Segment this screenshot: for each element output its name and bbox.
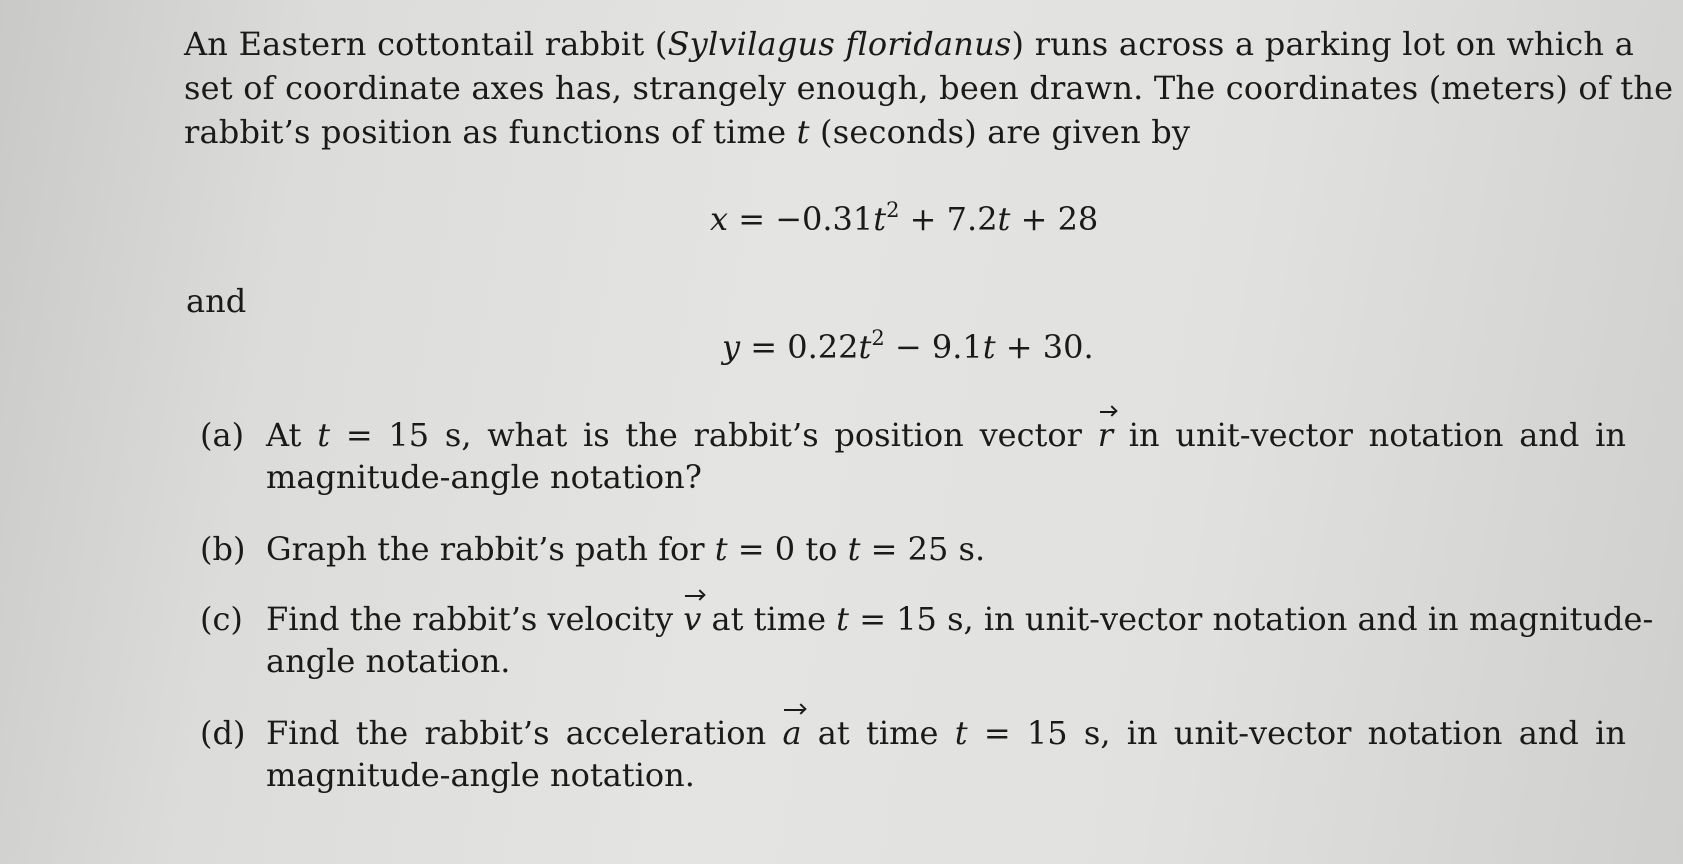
eq-exponent: 2	[871, 326, 885, 350]
intro-line-2: set of coordinate axes has, strangely enough, been drawn. The coordinates (meters) of the	[184, 69, 1674, 107]
eq-t: t	[982, 328, 996, 366]
time-variable: t	[836, 600, 850, 638]
eq-term: + 7.2	[899, 200, 998, 238]
intro-text: ) runs across a parking lot on which a	[1011, 25, 1635, 63]
part-label: (d)	[200, 714, 246, 752]
part-body	[266, 414, 1626, 498]
part-line: magnitude-angle notation?	[266, 458, 702, 496]
time-variable: t	[847, 530, 861, 568]
part-text: At	[266, 416, 318, 454]
part-text: Find the rabbit’s velocity	[266, 600, 684, 638]
part-text: at time	[701, 600, 837, 638]
part-text: = 15 s, what is the rabbit’s position vector	[330, 416, 1098, 454]
part-line	[266, 598, 1654, 640]
part-text: at time	[801, 714, 955, 752]
intro-text: (seconds) are given by	[809, 113, 1191, 151]
acceleration-vector-symbol: a	[782, 714, 802, 752]
position-vector-symbol: r	[1097, 416, 1113, 454]
part-line	[266, 712, 1626, 754]
part-line: magnitude-angle notation.	[266, 756, 695, 794]
part-text: = 0 to	[727, 530, 848, 568]
time-variable: t	[714, 530, 728, 568]
eq-term: = −0.31	[728, 200, 874, 238]
part-text: = 25 s.	[860, 530, 986, 568]
part-text: = 15 s, in unit-vector notation and in	[967, 714, 1627, 752]
intro-text: rabbit’s position as functions of time	[184, 113, 797, 151]
eq-t: t	[997, 200, 1011, 238]
part-text: = 15 s, in unit-vector notation and in magnitude-	[849, 600, 1654, 638]
equation-y	[722, 328, 1094, 366]
intro-line-1	[184, 22, 1634, 66]
eq-exponent: 2	[886, 198, 900, 222]
velocity-vector-symbol: v	[683, 600, 702, 638]
part-body	[266, 598, 1654, 682]
part-text: Find the rabbit’s acceleration	[266, 714, 783, 752]
part-line	[266, 528, 1626, 570]
part-line: angle notation.	[266, 642, 511, 680]
time-variable: t	[954, 714, 968, 752]
part-label: (c)	[200, 600, 243, 638]
intro-text: An Eastern cottontail rabbit (	[184, 25, 668, 63]
part-label: (a)	[200, 416, 245, 454]
species-name: Sylvilagus floridanus	[667, 25, 1012, 63]
intro-line-3	[184, 110, 1634, 154]
time-variable: t	[317, 416, 331, 454]
part-body	[266, 712, 1626, 796]
part-body	[266, 528, 1626, 570]
eq-term: − 9.1	[884, 328, 983, 366]
part-text: Graph the rabbit’s path for	[266, 530, 715, 568]
eq-term: = 0.22	[740, 328, 859, 366]
intro-paragraph	[184, 22, 1674, 154]
part-line	[266, 414, 1626, 456]
eq-term: + 28	[1010, 200, 1099, 238]
time-variable: t	[796, 113, 810, 151]
eq-t: t	[858, 328, 872, 366]
eq-term: + 30.	[995, 328, 1094, 366]
part-label: (b)	[200, 530, 246, 568]
conjunction-and: and	[186, 282, 247, 320]
eq-var: y	[722, 328, 741, 366]
eq-var: x	[710, 200, 729, 238]
part-text: in unit-vector notation and in	[1113, 416, 1627, 454]
eq-t: t	[873, 200, 887, 238]
equation-x	[710, 200, 1098, 238]
